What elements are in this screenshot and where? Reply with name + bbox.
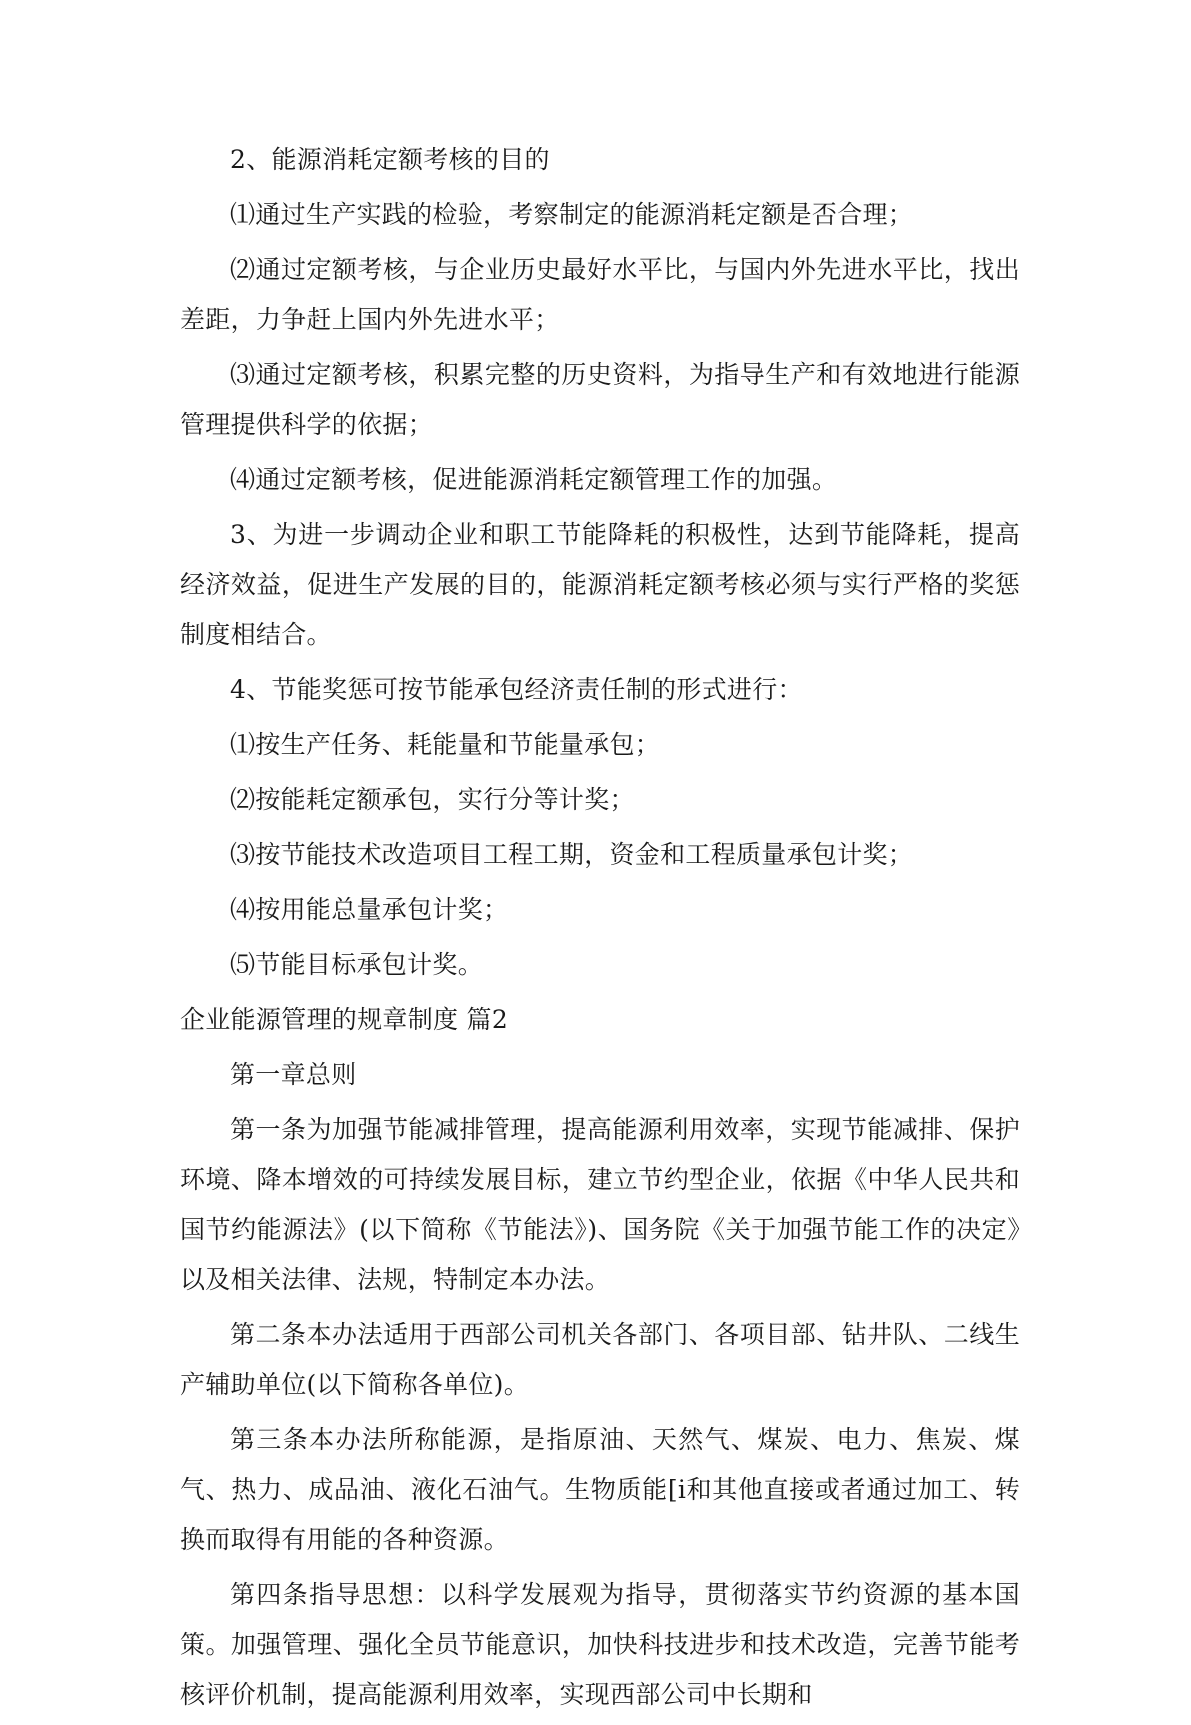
paragraph: ⑶通过定额考核，积累完整的历史资料，为指导生产和有效地进行能源管理提供科学的依据； [180, 360, 1020, 439]
paragraph: ⑷通过定额考核，促进能源消耗定额管理工作的加强。 [230, 465, 838, 494]
section-heading: 企业能源管理的规章制度 篇2 [180, 1005, 509, 1034]
paragraph: ⑵通过定额考核，与企业历史最好水平比，与国内外先进水平比，找出差距，力争赶上国内外先进水平； [180, 255, 1020, 334]
paragraph: ⑸节能目标承包计奖。 [230, 950, 484, 979]
paragraph: 2、能源消耗定额考核的目的 [230, 145, 550, 174]
chapter-title: 第一章总则 [230, 1060, 357, 1089]
paragraph: ⑷按用能总量承包计奖； [230, 895, 509, 924]
paragraph: ⑵按能耗定额承包，实行分等计奖； [230, 785, 635, 814]
paragraph: 第二条本办法适用于西部公司机关各部门、各项目部、钻井队、二线生产辅助单位(以下简称各单位)。 [180, 1320, 1020, 1399]
paragraph: 第三条本办法所称能源，是指原油、天然气、煤炭、电力、焦炭、煤气、热力、成品油、液化石油气。生物质能[i和其他直接或者通过加工、转换而取得有用能的各种资源。 [180, 1425, 1020, 1554]
paragraph: ⑴按生产任务、耗能量和节能量承包； [230, 730, 661, 759]
paragraph: 4、节能奖惩可按节能承包经济责任制的形式进行： [230, 675, 803, 704]
paragraph: 第四条指导思想：以科学发展观为指导，贯彻落实节约资源的基本国策。加强管理、强化全员节能意识，加快科技进步和技术改造，完善节能考核评价机制，提高能源利用效率，实现西部公司中长期和 [180, 1580, 1020, 1709]
paragraph: 第一条为加强节能减排管理，提高能源利用效率，实现节能减排、保护环境、降本增效的可持续发展目标，建立节约型企业，依据《中华人民共和国节约能源法》(以下简称《节能法》)、国务院《关于加强节能工作的决定》以及相关法律、法规，特制定本办法。 [180, 1115, 1020, 1294]
paragraph: 3、为进一步调动企业和职工节能降耗的积极性，达到节能降耗，提高经济效益，促进生产发展的目的，能源消耗定额考核必须与实行严格的奖惩制度相结合。 [180, 520, 1020, 649]
paragraph: ⑴通过生产实践的检验，考察制定的能源消耗定额是否合理； [230, 200, 914, 229]
paragraph: ⑶按节能技术改造项目工程工期，资金和工程质量承包计奖； [230, 840, 914, 869]
document-body [180, 135, 1020, 1725]
